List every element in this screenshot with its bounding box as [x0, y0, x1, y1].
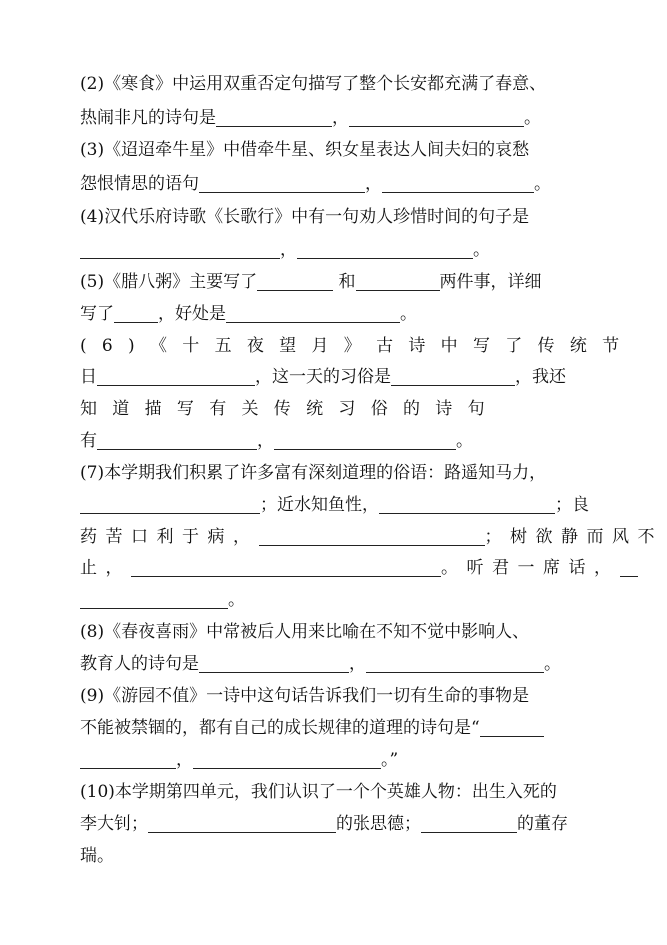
q10-prompt-cont3: 的董存: [517, 814, 568, 834]
q2-line2: [80, 101, 600, 135]
q5-prompt-cont3: ，好处是: [158, 304, 226, 324]
q7-prompt: (7)本学期我们积累了许多富有深刻道理的俗语：路遥知马力，: [80, 463, 547, 483]
q6-line4: [80, 424, 600, 458]
q10-prompt-cont2: 的张思德；: [336, 814, 421, 834]
q10-prompt: (10)本学期第四单元，我们认识了一个个英雄人物：出生入死的: [80, 782, 557, 802]
q2-prompt-cont: 热闹非凡的诗句是: [80, 108, 216, 128]
q5-prompt-cont: 两件事，详细: [439, 272, 542, 292]
q2-line1: [80, 67, 600, 101]
and-text: 和: [338, 272, 356, 292]
q6-blank-1[interactable]: [97, 363, 255, 386]
q9-prompt: (9)《游园不值》一诗中这句话告诉我们一切有生命的事物是: [80, 686, 530, 706]
q5-line1: [80, 265, 600, 299]
q7-blank-5[interactable]: [80, 586, 228, 609]
q5-blank-4[interactable]: [226, 300, 400, 323]
q3-line1: [80, 133, 600, 167]
comma: ，: [280, 240, 297, 260]
q4-blank-2[interactable]: [297, 236, 473, 259]
q8-blank-1[interactable]: [199, 650, 349, 673]
q10-blank-2[interactable]: [421, 810, 517, 833]
q7-prompt-cont2: ；良: [555, 495, 589, 515]
q5-prompt-cont2: 写了: [80, 304, 114, 324]
period: 。: [544, 654, 561, 674]
q10-line1: [80, 775, 600, 809]
q9-blank-2[interactable]: [193, 746, 381, 769]
q7-blank-5a[interactable]: [620, 554, 638, 577]
period: 。: [534, 174, 551, 194]
q10-blank-1[interactable]: [148, 810, 336, 833]
q6-blank-3[interactable]: [97, 427, 257, 450]
period: 。: [400, 304, 417, 324]
q6-prompt-cont5: 有: [80, 431, 97, 451]
q7-prompt-cont3: 药苦口利于病，: [80, 527, 259, 547]
q7-blank-3[interactable]: [259, 523, 485, 546]
q4-blank-1[interactable]: [80, 236, 280, 259]
q8-line1: [80, 615, 600, 649]
q4-line1: [80, 200, 600, 234]
comma: ，: [176, 750, 193, 770]
period: 。: [473, 240, 490, 260]
q10-prompt-cont: 李大钊；: [80, 814, 148, 834]
q6-prompt-cont3: ，我还: [515, 367, 566, 387]
comma: ，: [365, 174, 382, 194]
q6-line2: [80, 360, 600, 394]
q7-blank-2[interactable]: [379, 491, 555, 514]
q9-prompt-cont: 不能被禁锢的，都有自己的成长规律的道理的诗句是“: [80, 718, 480, 738]
q9-line1: [80, 679, 600, 713]
q7-prompt-cont6: 。听君一席话，: [441, 558, 620, 578]
q3-line2: [80, 167, 600, 201]
q6-blank-2[interactable]: [391, 363, 515, 386]
q6-prompt-cont: 日: [80, 367, 97, 387]
period: 。: [228, 590, 245, 610]
q6-line1: [80, 329, 635, 363]
q7-line4: [80, 551, 620, 585]
q8-prompt-cont: 教育人的诗句是: [80, 654, 199, 674]
q3-blank-2[interactable]: [382, 170, 534, 193]
q5-prompt: (5)《腊八粥》主要写了: [80, 272, 258, 292]
q7-line2: [80, 488, 600, 522]
q6-blank-4[interactable]: [274, 427, 456, 450]
q10-prompt-cont4: 瑞。: [80, 846, 114, 866]
q3-blank-1[interactable]: [199, 170, 365, 193]
q7-prompt-cont: ；近水知鱼性，: [260, 495, 379, 515]
q6-prompt-cont2: ，这一天的习俗是: [255, 367, 391, 387]
q2-blank-2[interactable]: [349, 104, 524, 127]
q2-blank-1[interactable]: [216, 104, 332, 127]
q10-line3: [80, 839, 600, 873]
period: 。: [524, 108, 541, 128]
q6-prompt-cont4: 知道描写有关传统习俗的诗句: [80, 399, 500, 419]
q2-prompt: (2)《寒食》中运用双重否定句描写了整个长安都充满了春意、: [80, 74, 547, 94]
q4-prompt: (4)汉代乐府诗歌《长歌行》中有一句劝人珍惜时间的句子是: [80, 207, 530, 227]
period: 。: [456, 431, 473, 451]
q7-line3: [80, 520, 663, 554]
q9-blank-1[interactable]: [80, 746, 176, 769]
q6-prompt: (6)《十五夜望月》古诗中写了传统节: [80, 336, 635, 356]
q7-prompt-cont4: ；树欲静而风不: [484, 527, 663, 547]
q3-prompt: (3)《迢迢牵牛星》中借牵牛星、织女星表达人间夫妇的哀愁: [80, 140, 530, 160]
q8-prompt: (8)《春夜喜雨》中常被后人用来比喻在不知不觉中影响人、: [80, 622, 530, 642]
q9-line3: [80, 743, 600, 777]
q3-prompt-cont: 怨恨情思的语句: [80, 174, 199, 194]
q8-line2: [80, 647, 600, 681]
q7-line5: [80, 583, 600, 617]
q7-line1: [80, 456, 600, 490]
comma: ，: [349, 654, 366, 674]
q5-blank-2[interactable]: [356, 268, 440, 291]
comma: ，: [332, 108, 349, 128]
q5-blank-1[interactable]: [257, 268, 333, 291]
q9-blank-1a[interactable]: [480, 714, 544, 737]
q7-blank-1[interactable]: [80, 491, 260, 514]
close-quote: 。”: [381, 750, 399, 770]
q5-blank-3[interactable]: [114, 300, 158, 323]
q8-blank-2[interactable]: [366, 650, 544, 673]
q7-blank-4[interactable]: [131, 554, 441, 577]
q7-prompt-cont5: 止，: [80, 558, 131, 578]
q5-line2: [80, 297, 600, 331]
q4-line2: [80, 233, 600, 267]
comma: ，: [257, 431, 274, 451]
q6-line3: [80, 392, 600, 426]
q9-line2: [80, 711, 600, 745]
q10-line2: [80, 807, 600, 841]
